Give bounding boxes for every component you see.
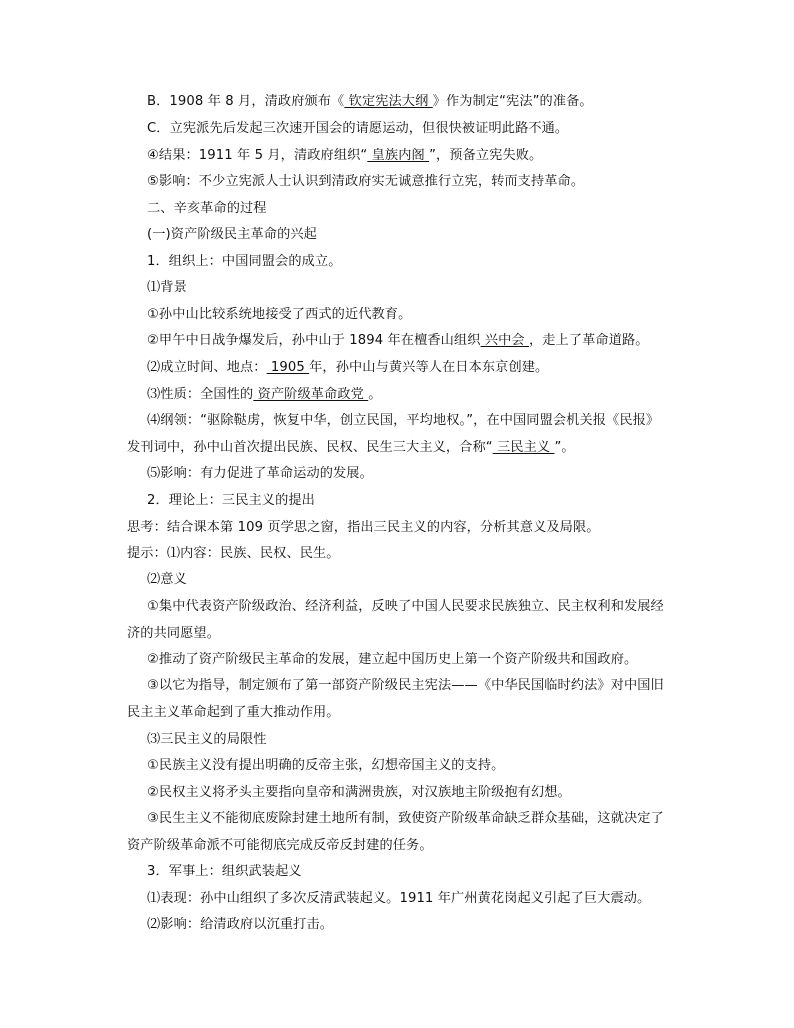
text-segment: ⑶性质：全国性的 — [147, 387, 254, 402]
text-line — [147, 598, 664, 616]
text-segment: 2．理论上：三民主义的提出 — [147, 493, 315, 508]
fill-in-answer: 钦定宪法大纲 — [344, 94, 433, 109]
text-line — [127, 439, 575, 457]
text-segment: ①民族主义没有提出明确的反帝主张，幻想帝国主义的支持。 — [147, 758, 505, 773]
text-segment: ，走上了革命道路。 — [528, 333, 649, 348]
text-line — [147, 465, 373, 483]
text-segment: 3．军事上：组织武装起义 — [147, 864, 302, 879]
text-segment: ⑴表现：孙中山组织了多次反清武装起义。1911 年广州黄花岗起义引起了巨大震动。 — [147, 891, 651, 906]
text-segment: ⑴背景 — [147, 280, 187, 295]
text-segment: ④结果：1911 年 5 月，清政府组织“ — [147, 148, 368, 163]
text-line — [147, 200, 267, 218]
text-segment: ⑶三民主义的局限性 — [147, 732, 267, 747]
text-segment: B．1908 年 8 月，清政府颁布《 — [147, 94, 345, 109]
fill-in-answer: 资产阶级革命政党 — [253, 387, 369, 402]
text-segment: 年，孙中山与黄兴等人在日本东京创建。 — [309, 360, 549, 375]
text-line — [147, 757, 504, 775]
text-line — [147, 279, 187, 297]
text-segment: ②民权主义将矛头主要指向皇帝和满洲贵族，对汉族地主阶级抱有幻想。 — [147, 785, 571, 800]
fill-in-answer: 兴中会 — [480, 333, 529, 348]
text-segment: ③民生主义不能彻底废除封建土地所有制，致使资产阶级革命缺乏群众基础，这就决定了 — [147, 811, 664, 826]
text-line — [147, 412, 659, 430]
text-line — [127, 519, 600, 537]
text-segment: 提示：⑴内容：民族、民权、民生。 — [127, 546, 340, 561]
text-segment: C．立宪派先后发起三次速开国会的请愿运动，但很快被证明此路不通。 — [147, 121, 569, 136]
text-line — [147, 332, 649, 350]
text-segment: 》作为制定“宪法”的准备。 — [432, 94, 593, 109]
text-segment: ⑵成立时间、地点： — [147, 360, 267, 375]
text-line — [147, 890, 650, 908]
text-line — [147, 571, 187, 589]
text-line — [147, 173, 584, 191]
text-segment: ⑤影响：不少立宪派人士认识到清政府实无诚意推行立宪，转而支持革命。 — [147, 174, 585, 189]
text-segment: (一)资产阶级民主革命的兴起 — [147, 227, 317, 242]
text-segment: ①孙中山比较系统地接受了西式的近代教育。 — [147, 307, 412, 322]
text-segment: ”，预备立宪失败。 — [429, 148, 543, 163]
text-segment: ⑷纲领：“驱除鞑虏，恢复中华，创立民国，平均地权。”，在中国同盟会机关报《民报》 — [147, 413, 660, 428]
text-line — [147, 810, 664, 828]
text-segment: 资产阶级革命派不可能彻底完成反帝反封建的任务。 — [127, 838, 433, 853]
text-segment: ①集中代表资产阶级政治、经济利益，反映了中国人民要求民族独立、民主权利和发展经 — [147, 599, 664, 614]
text-segment: 。 — [368, 387, 382, 402]
text-segment: ②推动了资产阶级民主革命的发展，建立起中国历史上第一个资产阶级共和国政府。 — [147, 652, 638, 667]
text-line — [147, 226, 317, 244]
text-line — [147, 651, 637, 669]
text-segment: 1．组织上：中国同盟会的成立。 — [147, 254, 342, 269]
text-segment: ⑵意义 — [147, 572, 187, 587]
text-line — [147, 731, 267, 749]
text-segment: 二、辛亥革命的过程 — [147, 201, 267, 216]
text-line — [147, 359, 548, 377]
text-line — [147, 677, 664, 695]
text-line — [147, 253, 342, 271]
text-line — [147, 147, 542, 165]
text-line — [147, 863, 302, 881]
text-line — [127, 837, 433, 855]
text-line — [147, 492, 315, 510]
text-line — [147, 916, 333, 934]
text-line — [127, 625, 220, 643]
text-line — [147, 120, 568, 138]
text-segment: ⑸影响：有力促进了革命运动的发展。 — [147, 466, 373, 481]
text-segment: ⑵影响：给清政府以沉重打击。 — [147, 917, 334, 932]
text-segment: 济的共同愿望。 — [127, 626, 221, 641]
fill-in-answer: 1905 — [266, 360, 310, 375]
text-segment: 思考：结合课本第 109 页学思之窗，指出三民主义的内容，分析其意义及局限。 — [127, 520, 600, 535]
fill-in-answer: 皇族内阁 — [367, 148, 430, 163]
text-line — [127, 704, 340, 722]
text-line — [147, 386, 382, 404]
text-line — [147, 784, 571, 802]
text-segment: 发刊词中，孙中山首次提出民族、民权、民生三大主义，合称“ — [127, 440, 493, 455]
text-line — [127, 545, 340, 563]
text-segment: ③以它为指导，制定颁布了第一部资产阶级民主宪法——《中华民国临时约法》对中国旧 — [147, 678, 664, 693]
text-segment: 民主主义革命起到了重大推动作用。 — [127, 705, 340, 720]
text-segment: ”。 — [554, 440, 575, 455]
text-line — [147, 93, 593, 111]
fill-in-answer: 三民主义 — [492, 440, 555, 455]
text-segment: ②甲午中日战争爆发后，孙中山于 1894 年在檀香山组织 — [147, 333, 481, 348]
text-line — [147, 306, 411, 324]
